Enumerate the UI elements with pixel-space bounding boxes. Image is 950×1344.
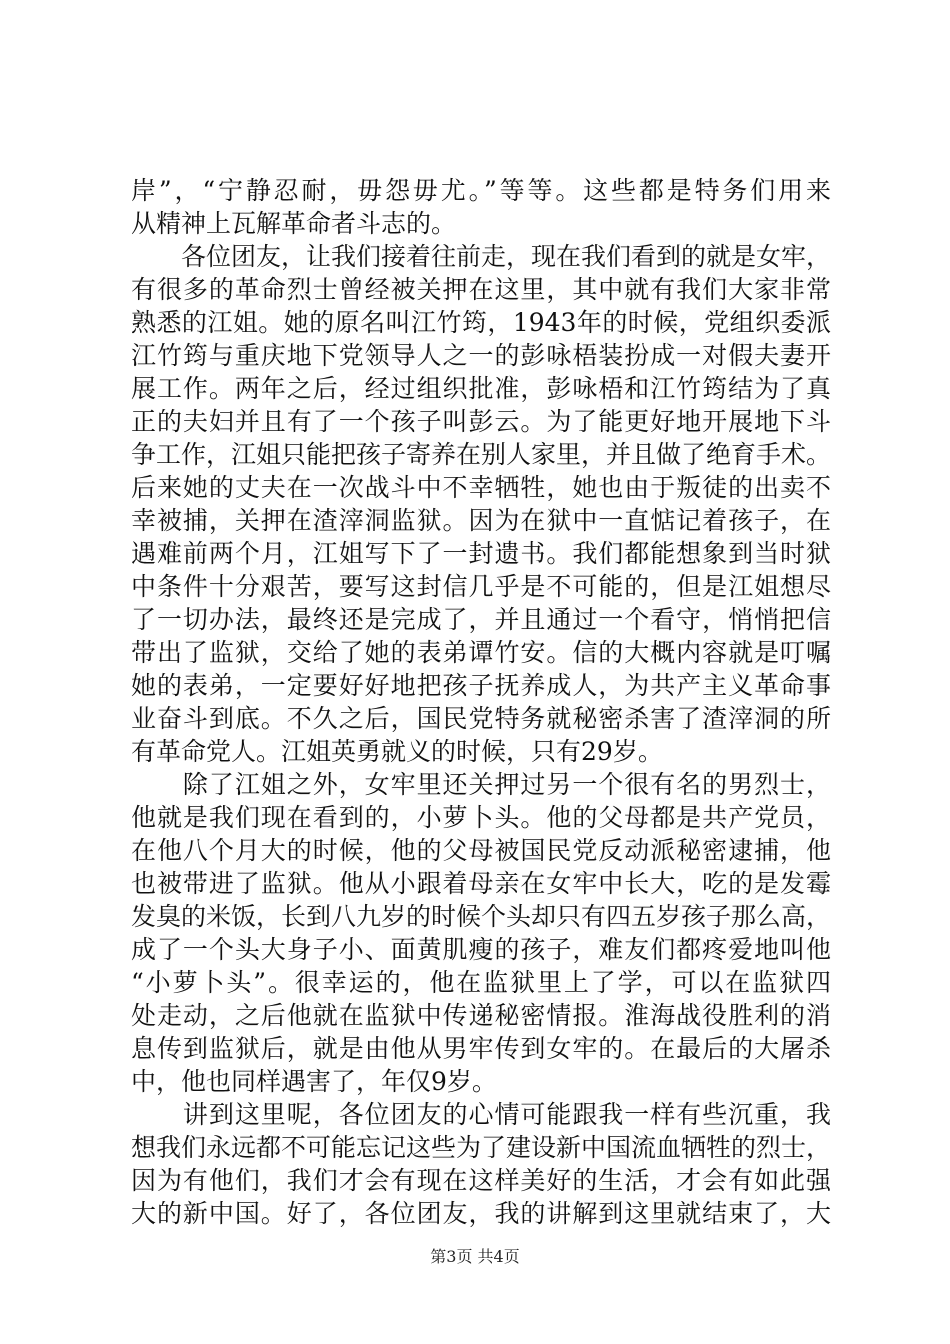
text-line: 除了江姐之外，女牢里还关押过另一个很有名的男烈士， [131,770,831,799]
text-line: 正的夫妇并且有了一个孩子叫彭云。为了能更好地开展地下斗 [131,407,831,436]
text-line: 从精神上瓦解革命者斗志的。 [131,209,457,238]
text-line: 了一切办法，最终还是完成了，并且通过一个看守，悄悄把信 [131,605,831,634]
text-line: 他就是我们现在看到的，小萝卜头。他的父母都是共产党员， [131,803,831,832]
text-line: 成了一个头大身子小、面黄肌瘦的孩子，难友们都疼爱地叫他 [131,935,831,964]
body-text [131,174,831,1230]
text-line: 争工作，江姐只能把孩子寄养在别人家里，并且做了绝育手术。 [131,440,832,469]
text-line: 大的新中国。好了，各位团友，我的讲解到这里就结束了，大 [131,1199,831,1228]
text-line: “小萝卜头”。很幸运的，他在监狱里上了学，可以在监狱四 [131,968,831,997]
text-line: 讲到这里呢，各位团友的心情可能跟我一样有些沉重，我 [131,1100,831,1129]
text-line: 想我们永远都不可能忘记这些为了建设新中国流血牺牲的烈士， [131,1133,832,1162]
text-line: 带出了监狱，交给了她的表弟谭竹安。信的大概内容就是叮嘱 [131,638,831,667]
text-line: 各位团友，让我们接着往前走，现在我们看到的就是女牢， [131,242,832,271]
text-line: 在他八个月大的时候，他的父母被国民党反动派秘密逮捕，他 [131,836,831,865]
text-line: 她的表弟，一定要好好地把孩子抚养成人，为共产主义革命事 [131,671,831,700]
text-line: 因为有他们，我们才会有现在这样美好的生活，才会有如此强 [131,1166,831,1195]
page-footer: 第3页 共4页 [430,1247,520,1266]
text-line: 展工作。两年之后，经过组织批准，彭咏梧和江竹筠结为了真 [131,374,831,403]
text-line: 中，他也同样遇害了，年仅9岁。 [131,1067,497,1096]
text-line: 处走动，之后他就在监狱中传递秘密情报。淮海战役胜利的消 [131,1001,831,1030]
text-line: 息传到监狱后，就是由他从男牢传到女牢的。在最后的大屠杀 [131,1034,831,1063]
text-line: 后来她的丈夫在一次战斗中不幸牺牲，她也由于叛徒的出卖不 [131,473,831,502]
text-line: 中条件十分艰苦，要写这封信几乎是不可能的，但是江姐想尽 [131,572,831,601]
text-line: 江竹筠与重庆地下党领导人之一的彭咏梧装扮成一对假夫妻开 [131,341,831,370]
text-line: 发臭的米饭，长到八九岁的时候个头却只有四五岁孩子那么高， [131,902,832,931]
text-line: 有很多的革命烈士曾经被关押在这里，其中就有我们大家非常 [131,275,831,304]
text-line: 也被带进了监狱。他从小跟着母亲在女牢中长大，吃的是发霉 [131,869,831,898]
text-line: 有革命党人。江姐英勇就义的时候，只有29岁。 [131,737,663,766]
text-line: 熟悉的江姐。她的原名叫江竹筠，1943年的时候，党组织委派 [131,308,831,337]
text-line: 岸”，“宁静忍耐，毋怨毋尤。”等等。这些都是特务们用来 [131,176,831,205]
text-line: 幸被捕，关押在渣滓洞监狱。因为在狱中一直惦记着孩子，在 [131,506,831,535]
text-line: 遇难前两个月，江姐写下了一封遗书。我们都能想象到当时狱 [131,539,831,568]
text-line: 业奋斗到底。不久之后，国民党特务就秘密杀害了渣滓洞的所 [131,704,831,733]
